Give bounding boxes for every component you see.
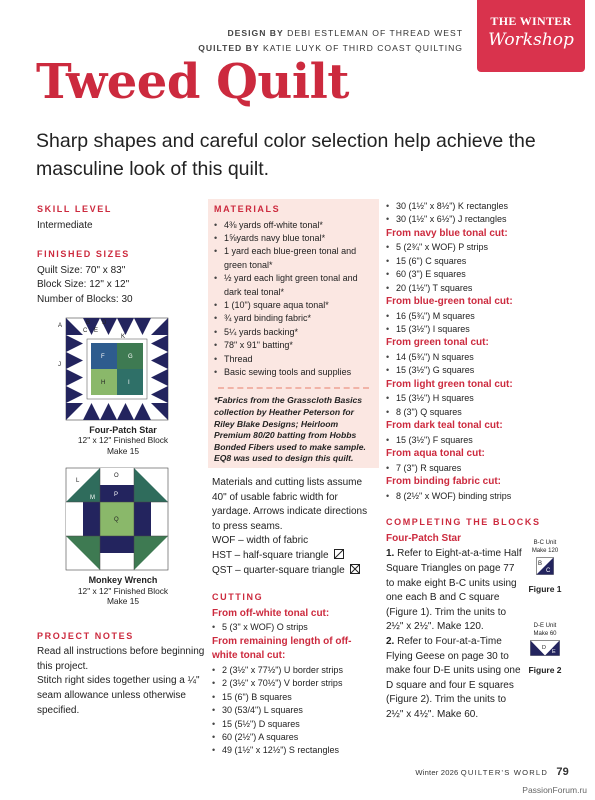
list-item: • Basic sewing tools and supplies	[214, 366, 373, 379]
badge-line1: THE WINTER	[490, 14, 572, 28]
list-item: • 30 (1½" x 8½") K rectangles	[386, 200, 566, 213]
footer-season: Winter 2026	[415, 768, 459, 777]
fig1-c: C	[546, 568, 551, 574]
list-item: • 15 (6") C squares	[386, 255, 566, 268]
list-item: • 60 (3") E squares	[386, 268, 566, 281]
wof-def: WOF – width of fabric	[212, 535, 309, 547]
figure2-label: Figure 2	[528, 665, 562, 675]
label-m: M	[90, 495, 95, 502]
skill-value: Intermediate	[37, 219, 93, 231]
label-p: P	[114, 492, 119, 499]
list-item: • 15 (3½") G squares	[386, 364, 566, 377]
design-credit: DESIGN BY DEBI ESTLEMAN OF THREAD WEST	[227, 28, 463, 38]
hst-icon	[334, 549, 344, 559]
block2-caption: Monkey Wrench 12" x 12" Finished Block Make 15	[77, 575, 169, 607]
quilt-size: Quilt Size: 70" x 83"	[37, 264, 126, 276]
materials-heading: MATERIALS	[214, 204, 281, 214]
materials-list	[214, 219, 373, 380]
dashed-divider	[218, 387, 369, 389]
left-column	[37, 202, 209, 718]
list-item: • 20 (1½") T squares	[386, 282, 566, 295]
block-count: Number of Blocks: 30	[37, 293, 133, 305]
bc-unit-diagram	[536, 557, 554, 575]
list-item: • 1⅝yards navy blue tonal*	[214, 232, 373, 245]
materials-note: *Fabrics from the Grasscloth Basics collection by Heather Peterson for Riley Blake Designs; Heirloom Premium 80/20 batting from Hobbs Bonded Fibers used to make sample. EQ8 was used to design this quilt.	[214, 395, 366, 464]
cutting-list	[386, 351, 566, 378]
figure2-caption: D-E Unit	[533, 623, 557, 629]
label-b: B	[86, 319, 91, 326]
list-item: • 5 (2¾" x WOF) P strips	[386, 241, 566, 254]
label-h: H	[101, 379, 106, 386]
completing-heading: COMPLETING THE BLOCKS	[386, 517, 541, 528]
label-i: I	[128, 379, 130, 386]
cutting-group-title: From blue-green tonal cut:	[386, 296, 513, 308]
middle-column	[212, 202, 376, 758]
section-badge	[477, 0, 585, 72]
four-patch-star-diagram	[37, 314, 209, 422]
list-item: • 15 (6") B squares	[212, 691, 376, 704]
page-subtitle: Sharp shapes and careful color selection help achieve the masculine look of this quilt.	[36, 130, 536, 180]
figure-2	[524, 623, 566, 675]
list-item: • 14 (5¾") N squares	[386, 351, 566, 364]
cutting-group-title: From dark teal tonal cut:	[386, 420, 503, 432]
cutting-list	[386, 434, 566, 447]
cutting-list	[386, 392, 566, 419]
cutting-heading: CUTTING	[212, 592, 264, 603]
list-item: • 1 yard each blue-green tonal and green tonal*	[214, 245, 373, 272]
list-item: • Thread	[214, 353, 373, 366]
block-size: Block Size: 12" x 12"	[37, 279, 130, 291]
cutting-group-title: From green tonal cut:	[386, 337, 489, 349]
cutting-group-title: From binding fabric cut:	[386, 476, 501, 488]
step-1: 1. Refer to Eight-at-a-time Half Square Triangles on page 77 to make eight B-C units using one each B and C square (Figure 1). Trim the units to 2½" x 2½". Make 120.	[386, 548, 522, 633]
footer-publication: QUILTER'S WORLD	[460, 768, 549, 777]
qst-def: QST – quarter-square triangle	[212, 564, 376, 579]
fig1-b: B	[538, 561, 543, 567]
label-d: D	[102, 319, 107, 326]
cutting-group-title: From remaining length of off-white tonal cut:	[212, 635, 352, 662]
list-item: • 30 (53/4") L squares	[212, 704, 376, 717]
cutting-list	[386, 200, 566, 227]
materials-box	[208, 199, 379, 468]
list-item: • 49 (1½" x 12½") S rectangles	[212, 744, 376, 757]
page-number: 79	[556, 766, 569, 778]
figure1-label: Figure 1	[528, 584, 562, 594]
notes-heading: PROJECT NOTES	[37, 630, 134, 641]
cutting-group-title: From off-white tonal cut:	[212, 607, 330, 619]
list-item: • 5¼ yards backing*	[214, 326, 373, 339]
quilted-credit: QUILTED BY KATIE LUYK OF THIRD COAST QUILTING	[198, 43, 463, 53]
label-g: G	[128, 353, 133, 360]
list-item: • ½ yard each light green tonal and dark teal tonal*	[214, 272, 373, 299]
list-item: • 2 (3½" x 77½") U border strips	[212, 664, 376, 677]
list-item: • 4⅜ yards off-white tonal*	[214, 219, 373, 232]
notes-para1: Read all instructions before beginning this project.	[37, 646, 205, 672]
cutting-list	[212, 664, 376, 758]
cutting-group-title: From navy blue tonal cut:	[386, 227, 508, 239]
fig2-d: D	[542, 645, 546, 651]
cutting-group-title: From light green tonal cut:	[386, 378, 513, 390]
cutting-list	[386, 490, 566, 503]
cutting-list	[386, 462, 566, 475]
list-item: • 15 (5½") D squares	[212, 718, 376, 731]
page-title: Tweed Quilt	[36, 54, 349, 110]
de-unit-diagram	[530, 640, 560, 656]
list-item: • 15 (3½") I squares	[386, 323, 566, 336]
label-e: E	[94, 327, 99, 334]
block1-caption: Four-Patch Star 12" x 12" Finished Block Make 15	[77, 424, 169, 456]
figure1-caption: B-C Unit	[533, 540, 557, 546]
list-item: • 30 (1½" x 6½") J rectangles	[386, 213, 566, 226]
list-item: • 8 (3") Q squares	[386, 406, 566, 419]
list-item: • 78" x 91" batting*	[214, 339, 373, 352]
intro-para: Materials and cutting lists assume 40" of usable fabric width for yardage. Arrows indicate directions to press seams.	[212, 477, 368, 532]
monkey-wrench-diagram	[37, 464, 209, 572]
list-item: • 1 (10") square aqua tonal*	[214, 299, 373, 312]
watermark: PassionForum.ru	[522, 785, 587, 795]
hst-def: HST – half-square triangle	[212, 549, 376, 564]
list-item: • 15 (3½") H squares	[386, 392, 566, 405]
step-2: 2. Refer to Four-at-a-Time Flying Geese on page 30 to make four D-E units using one D square and four E squares (Figure 2). Trim the units to 2½" x 4½". Make 60.	[386, 636, 521, 720]
credits	[198, 26, 463, 56]
notes-para2: Stitch right sides together using a ¼" seam allowance unless otherwise specified.	[37, 675, 200, 716]
label-o: O	[114, 473, 119, 480]
list-item: • ¾ yard binding fabric*	[214, 312, 373, 325]
cutting-group-title: From aqua tonal cut:	[386, 448, 485, 460]
label-f: F	[101, 353, 105, 360]
label-k: K	[121, 333, 126, 340]
label-c: C	[83, 327, 88, 334]
sizes-heading: FINISHED SIZES	[37, 249, 130, 260]
cutting-list	[386, 310, 566, 337]
figure2-count: Make 60	[533, 630, 557, 637]
completing-sub: Four-Patch Star	[386, 532, 462, 544]
figure1-count: Make 120	[531, 547, 559, 554]
list-item: • 7 (3") R squares	[386, 462, 566, 475]
cutting-list	[386, 241, 566, 295]
label-j: J	[58, 361, 61, 368]
qst-icon	[350, 564, 360, 574]
figure-1	[524, 540, 566, 594]
list-item: • 2 (3½" x 70½") V border strips	[212, 677, 376, 690]
list-item: • 8 (2½" x WOF) binding strips	[386, 490, 566, 503]
skill-heading: SKILL LEVEL	[37, 204, 112, 214]
badge-line2: Workshop	[488, 30, 574, 50]
label-l: L	[76, 478, 80, 485]
cutting-list	[212, 621, 376, 634]
list-item: • 60 (2½") A squares	[212, 731, 376, 744]
list-item: • 5 (3" x WOF) O strips	[212, 621, 376, 634]
label-q: Q	[114, 517, 119, 524]
fig2-e: E	[552, 649, 556, 655]
list-item: • 15 (3½") F squares	[386, 434, 566, 447]
label-a: A	[58, 322, 63, 329]
page-footer	[415, 766, 569, 778]
list-item: • 16 (5¾") M squares	[386, 310, 566, 323]
